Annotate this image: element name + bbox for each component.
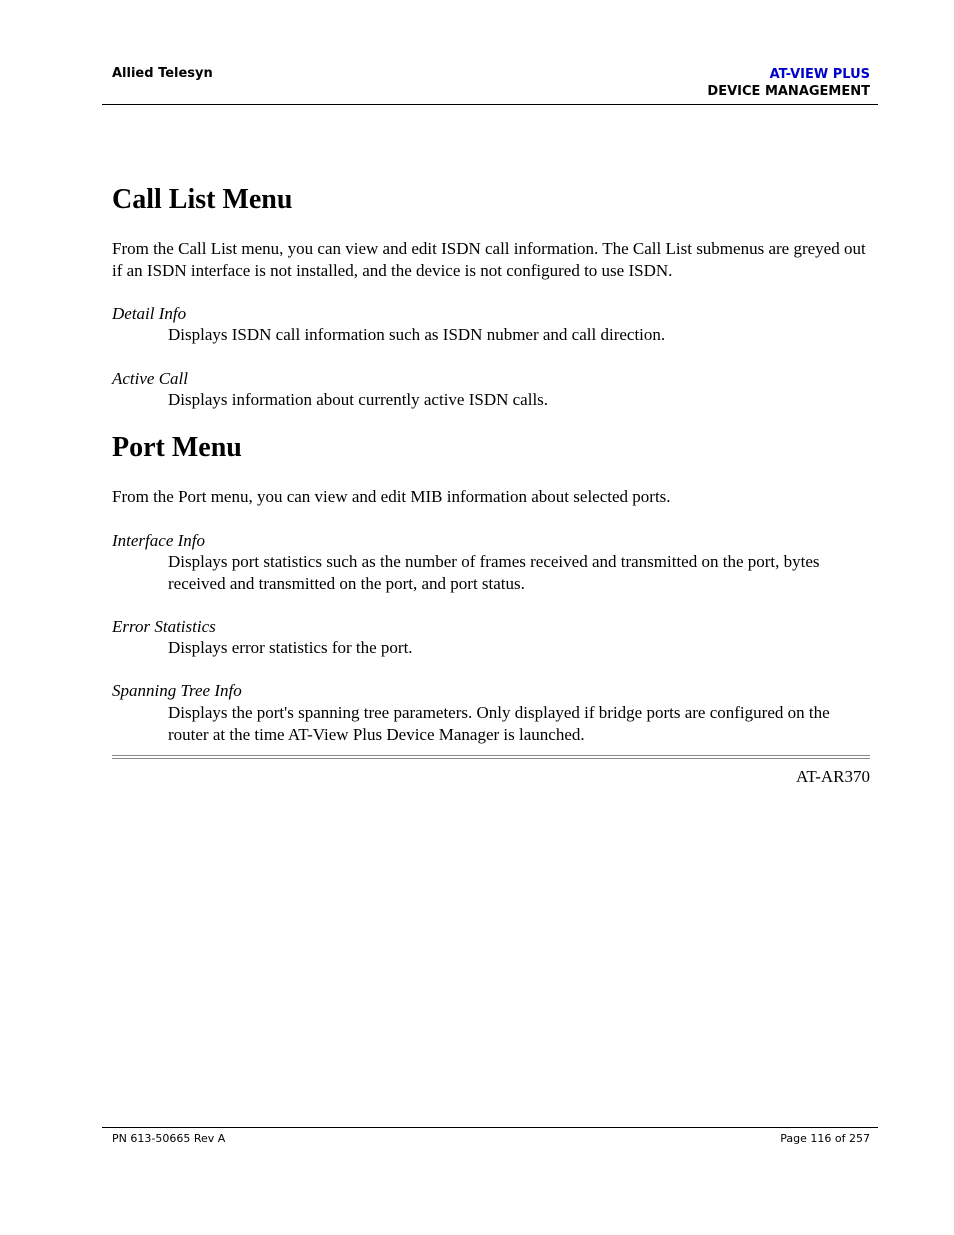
- interface-info-term: Interface Info: [112, 531, 205, 550]
- interface-info-description: Displays port statistics such as the number of frames received and transmitted on the port, bytes received and transmitted on the port, and port status.: [168, 552, 820, 593]
- header-company: Allied Telesyn: [112, 66, 213, 81]
- call-list-intro: From the Call List menu, you can view and edit ISDN call information. The Call List submenus are greyed out if an ISDN interface is not installed, and the device is not configured to use ISDN.: [112, 239, 866, 280]
- call-list-heading: Call List Menu: [112, 184, 293, 215]
- header-product: AT-VIEW PLUS: [769, 67, 870, 82]
- footer-part-number: PN 613-50665 Rev A: [112, 1132, 226, 1145]
- port-menu-heading: Port Menu: [112, 432, 242, 463]
- header-divider: [102, 104, 878, 105]
- header-title-block: [707, 66, 870, 100]
- section-divider: [112, 755, 870, 759]
- port-menu-intro: From the Port menu, you can view and edit MIB information about selected ports.: [112, 487, 671, 506]
- spanning-tree-info-description: Displays the port's spanning tree parameters. Only displayed if bridge ports are configured on the router at the time AT-View Plus Device Manager is launched.: [168, 703, 830, 744]
- model-label: AT-AR370: [796, 767, 870, 786]
- detail-info-term: Detail Info: [112, 304, 187, 323]
- detail-info-description: Displays ISDN call information such as ISDN nubmer and call direction.: [168, 325, 666, 344]
- active-call-description: Displays information about currently active ISDN calls.: [168, 390, 549, 409]
- active-call-term: Active Call: [112, 369, 189, 388]
- spanning-tree-info-term: Spanning Tree Info: [112, 681, 242, 700]
- footer-divider: [102, 1127, 878, 1128]
- footer-page-number: Page 116 of 257: [780, 1132, 870, 1145]
- header-section: DEVICE MANAGEMENT: [707, 84, 870, 99]
- error-statistics-description: Displays error statistics for the port.: [168, 638, 413, 657]
- error-statistics-term: Error Statistics: [112, 617, 216, 636]
